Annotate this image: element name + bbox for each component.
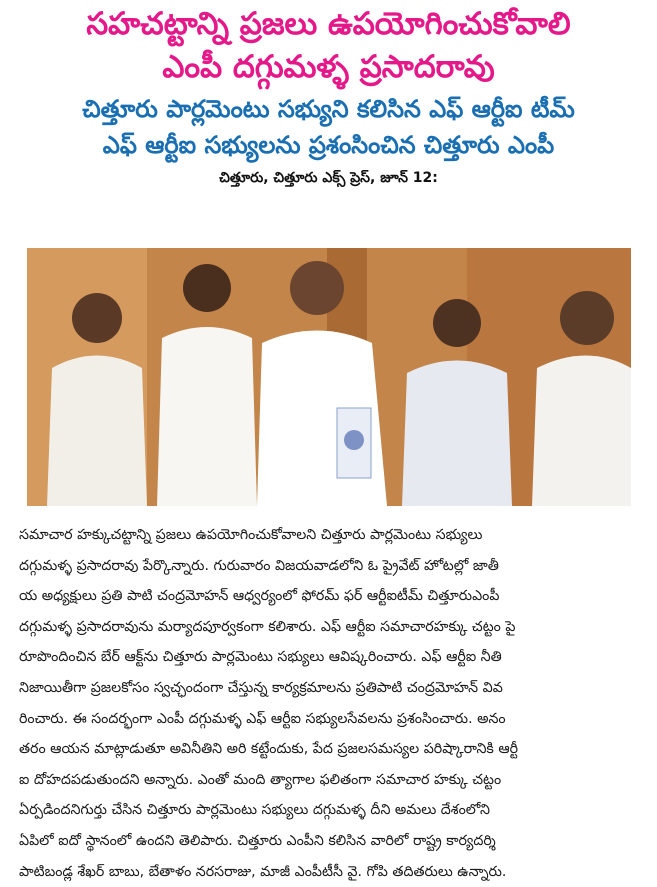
news-photo	[27, 248, 631, 506]
article-line: పాటిబండ్ల శేఖర్ బాబు, బేతాళం నరసరాజు, మాజీ ఎంపీటీసీ వై. గోపి తదితరులు ఉన్నారు.	[19, 863, 507, 880]
dateline: చిత్తూరు, చిత్తూరు ఎక్స్ ప్రెస్, జూన్ 12:	[219, 169, 438, 186]
subheadline-1: చిత్తూరు పార్లమెంటు సభ్యుని కలిసిన ఎఫ్ ఆర్టీఐ టీమ్	[82, 95, 575, 124]
article-line: రించారు. ఈ సందర్భంగా ఎంపీ దగ్గుమళ్ళ ఎఫ్ ఆర్టీఐ సభ్యులసేవలను ప్రశంసించారు. అనం	[19, 710, 506, 727]
article-line: ఐ దోహదపడుతుందని అన్నారు. ఎంతో మంది త్యాగాల ఫలితంగా సమాచార హక్కు చట్టం	[19, 771, 502, 788]
article-line: దగ్గుమళ్ళ ప్రసాదరావును మర్యాదపూర్వకంగా కలిశారు. ఎఫ్ ఆర్టీఐ సమాచారహక్కు చట్టం పై	[19, 618, 516, 635]
article-line: రూపొందించిన బేర్ ఆక్ట్‌ను చిత్తూరు పార్లమెంటు సభ్యులు ఆవిష్కరించారు. ఎఫ్ ఆర్టీఐ నీతి	[19, 649, 502, 666]
article-line: ఏర్పడిందనిగుర్తు చేసిన చిత్తూరు పార్లమెంటు సభ్యులు దగ్గుమళ్ళ దీని అమలు దేశంలోని	[19, 802, 490, 819]
article-line: సమాచార హక్కుచట్టాన్ని ప్రజలు ఉపయోగించుకోవాలని చిత్తూరు పార్లమెంటు సభ్యులు	[19, 527, 483, 543]
article-line: ఏపిలో ఐదో స్థానంలో ఉందని తెలిపారు. చిత్తూరు ఎంపీని కలిసిన వారిలో రాష్ట్ర కార్యదర్శి	[19, 832, 496, 849]
article-line: య అధ్యక్షులు ప్రతి పాటి చంద్రమోహన్ ఆధ్వర్యంలో ఫోరమ్ ఫర్ ఆర్టీఐటీమ్ చిత్తూరుఎంపీ	[19, 588, 500, 605]
subheadline-2: ఎఫ్ ఆర్టీఐ సభ్యులను ప్రశంసించిన చిత్తూరు ఎంపీ	[102, 131, 555, 160]
article-line: తరం ఆయన మాట్లాడుతూ అవినీతిని అరి కట్టేందుకు, పేద ప్రజలసమస్యల పరిష్కారానికి ఆర్టీ	[19, 741, 519, 758]
headline-name: ఎంపీ దగ్గుమళ్ళ ప్రసాదరావు	[162, 48, 495, 85]
article-body	[19, 520, 639, 887]
article-line: దగ్గుమళ్ళ ప్రసాదరావు పేర్కొన్నారు. గురువారం విజయవాడలోని ఓ ప్రైవేట్ హోటల్లో జాతీ	[19, 557, 499, 574]
headline-main: సహచట్టాన్ని ప్రజలు ఉపయోగించుకోవాలి	[86, 6, 571, 42]
group-photo-illustration	[27, 248, 631, 506]
article-line: నిజాయితీగా ప్రజలకోసం స్వచ్ఛందంగా చేస్తున్న కార్యక్రమాలను ప్రతిపాటి చంద్రమోహన్ వివ	[19, 679, 503, 696]
